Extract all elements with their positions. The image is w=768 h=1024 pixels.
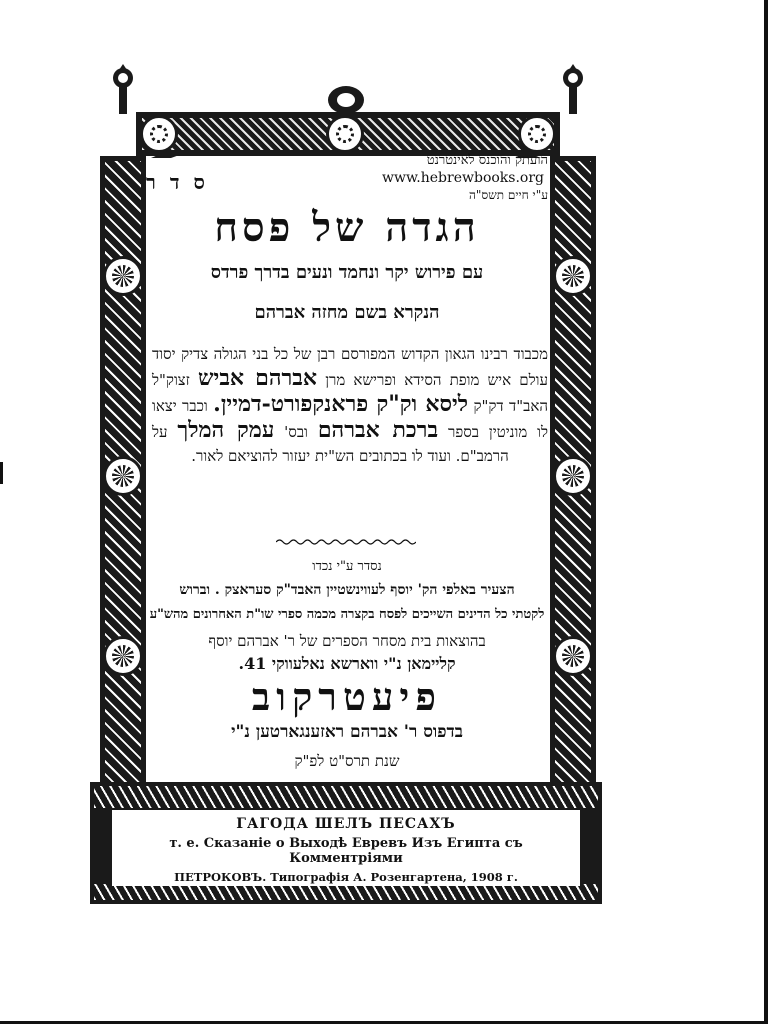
arranged-by: נסדר ע"י נכדו — [312, 559, 382, 574]
bottom-ornamental-band — [90, 782, 602, 904]
publisher-line: בהוצאות בית מסחר הספרים של ר' אברהם יוסף — [208, 632, 486, 650]
editor-note: לקטתי כל הדינים השייכים לפסח בקצרה מכמה ספרי שו"ת האחרונים מהש"ע — [149, 607, 545, 622]
scan-mark — [0, 462, 3, 484]
scan-note: הועתק והוכנס לאינטרנט — [426, 153, 548, 168]
right-ornamental-border — [550, 156, 596, 844]
website-link[interactable]: www.hebrewbooks.org — [382, 170, 544, 186]
body-text: וכבר יצאו לו מוניטין בספר — [152, 397, 548, 441]
right-rosette — [553, 256, 593, 296]
body-text: זצוק"ל האב"ד דק"ק — [152, 371, 548, 415]
russian-imprint — [112, 810, 580, 886]
printer-line: בדפוס ר' אברהם ראזענגארטען נ"י — [231, 722, 463, 742]
body-text: מכבוד רבינו הגאון הקדוש המפורסם רבן של כל בני הגולה צדיק יסוד עולם איש מופת הסידא ופרישא מרן — [152, 345, 548, 389]
russian-title: ГАГОДА ШЕЛЪ ПЕСАХЪ — [236, 816, 456, 832]
scan-edge — [764, 0, 768, 1024]
top-center-medallion — [326, 115, 364, 153]
body-text: על הרמב"ם. ועוד לו בכתובים הש"ית יעזור להוציאם לאור. — [152, 423, 509, 465]
right-rosette — [553, 456, 593, 496]
book-title-1: ברכת אברהם — [317, 417, 439, 443]
author-city: ליסא וק"ק פראנקפורט-דמיין. — [213, 391, 469, 417]
top-left-medallion — [140, 115, 178, 153]
russian-subtitle: т. е. Сказанiе о Выходѣ Евревъ Изъ Египта съ Комментрiями — [169, 836, 523, 866]
body-text: ובס' — [284, 423, 308, 441]
page-title: הגדה של פסח — [214, 204, 480, 251]
year-line: שנת תרס"ט לפ"ק — [294, 752, 400, 770]
book-title-2: עמק המלך — [177, 417, 275, 443]
seder-heading: סדר — [146, 170, 219, 194]
title-page-text — [146, 154, 548, 784]
left-finial-icon — [108, 64, 138, 114]
subtitle: עם פירוש יקר ונחמד ונעים בדרך פרדס — [210, 262, 484, 283]
left-rosette — [103, 456, 143, 496]
right-rosette — [553, 636, 593, 676]
left-ornamental-border — [100, 156, 146, 844]
right-finial-icon — [558, 64, 588, 114]
top-right-medallion — [518, 115, 556, 153]
scanner-signature: ע"י חיים תשס"ה — [468, 188, 548, 202]
publisher-name: קליימאן נ"י ווארשא נאלעווקי 41. — [238, 654, 456, 673]
russian-imprint-line: ПЕТРОКОВЪ. Типографiя А. Розенгартена, 1908 г. — [174, 870, 518, 884]
left-rosette — [103, 636, 143, 676]
author-name: אברהם אביש — [197, 365, 318, 391]
editor-line: הצעיר באלפי הק' יוסף לעווינשטיין האבד"ק סעראצק . וברוש — [179, 582, 515, 598]
author-description — [152, 342, 548, 468]
left-rosette — [103, 256, 143, 296]
book-name: הנקרא בשם מחזה אברהם — [254, 302, 440, 323]
divider-squiggle — [276, 538, 416, 546]
print-city: פיעטרקוב — [251, 674, 443, 719]
